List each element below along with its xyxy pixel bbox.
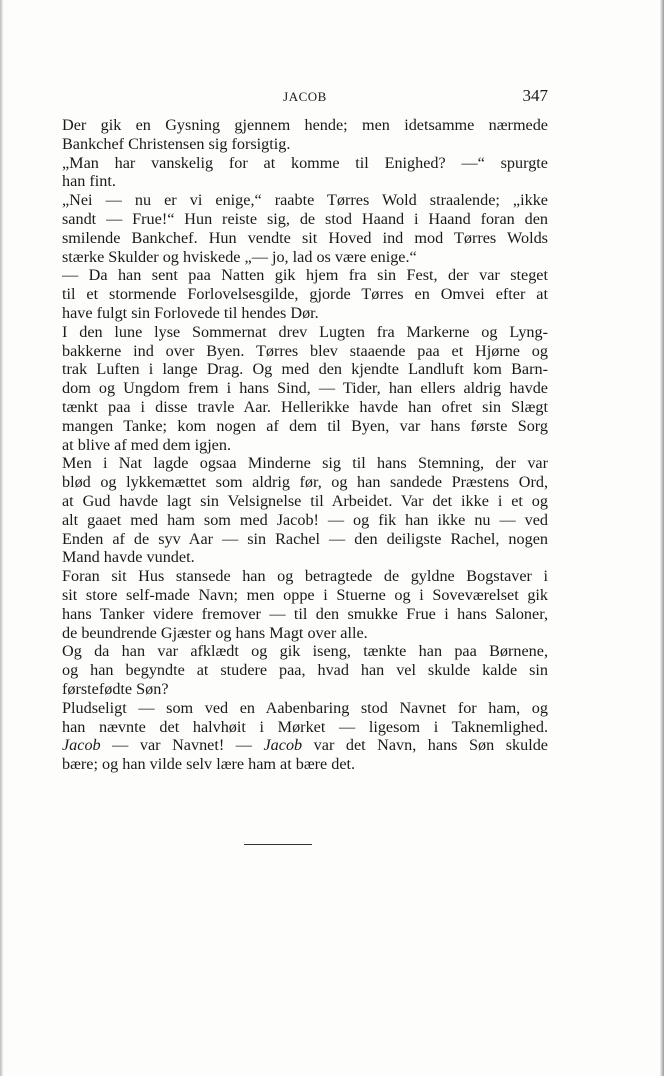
- page-number: 347: [522, 86, 548, 105]
- final-line-text: var det Navn, hans Søn skulde: [302, 736, 548, 755]
- text-line: han fint.: [62, 172, 116, 191]
- text-line: stærke Skulder og hviskede „— jo, lad os være enige.“: [62, 247, 417, 266]
- text-line: smilende Bankchef. Hun vendte sit Hoved ind mod Tørres Wolds: [62, 228, 548, 247]
- text-line: sit store self-made Navn; men oppe i Stuerne og i Soveværelset gik: [62, 585, 548, 604]
- text-line: have fulgt sin Forlovede til hendes Dør.: [62, 303, 319, 322]
- text-line: Men i Nat lagde ogsaa Minderne sig til hans Stemning, der var: [62, 454, 548, 473]
- text-line: I den lune lyse Sommernat drev Lugten fra Markerne og Lyng-: [62, 322, 548, 341]
- text-line: til et stormende Forlovelsesgilde, gjorde Tørres en Omvei efter at: [62, 285, 548, 304]
- text-line: bakkerne ind over Byen. Tørres blev staaende paa et Hjørne og: [62, 341, 548, 360]
- italic-name: Jacob: [62, 736, 101, 755]
- italic-name: Jacob: [263, 736, 303, 755]
- text-line: tænkt paa i disse travle Aar. Hellerikke havde han ofret sin Slægt: [62, 397, 548, 416]
- text-line: dom og Ungdom frem i hans Sind, — Tider, han ellers aldrig havde: [62, 379, 548, 398]
- text-line: de beundrende Gjæster og hans Magt over alle.: [62, 623, 368, 642]
- text-line: Og da han var afklædt og gik iseng, tænkte han paa Børnene,: [62, 642, 548, 661]
- text-line: Enden af de syv Aar — sin Rachel — den deiligste Rachel, nogen: [62, 529, 548, 548]
- final-line-1: [62, 736, 548, 755]
- text-line: førstefødte Søn?: [62, 679, 169, 698]
- body-text: [62, 116, 548, 774]
- text-line: mangen Tanke; kom nogen af dem til Byen, var hans første Sorg: [62, 416, 548, 435]
- text-line: Pludseligt — som ved en Aabenbaring stod Navnet for ham, og: [62, 698, 548, 717]
- text-line: han nævnte det halvhøit i Mørket — ligesom i Taknemlighed.: [62, 717, 548, 736]
- final-line-2: bære; og han vilde selv lære ham at bære det.: [62, 755, 356, 774]
- text-line: Bankchef Christensen sig forsigtig.: [62, 134, 291, 153]
- text-line: hans Tanker videre fremover — til den smukke Frue i hans Saloner,: [62, 604, 548, 623]
- text-line: sandt — Frue!“ Hun reiste sig, de stod Haand i Haand foran den: [62, 209, 548, 228]
- text-line: trak Luften i lange Drag. Og med den kjendte Landluft kom Barn-: [62, 360, 548, 379]
- page-header: [62, 86, 548, 108]
- end-rule: [244, 844, 312, 845]
- text-line: Mand havde vundet.: [62, 548, 195, 567]
- running-title: JACOB: [283, 89, 327, 104]
- text-line: at Gud havde lagt sin Velsignelse til Arbeidet. Var det ikke i et og: [62, 491, 548, 510]
- text-line: Foran sit Hus stansede han og betragtede de gyldne Bogstaver i: [62, 567, 548, 586]
- text-line: „Nei — nu er vi enige,“ raabte Tørres Wold straalende; „ikke: [62, 191, 548, 210]
- text-line: blød og lykkemættet som aldrig før, og han sandede Præstens Ord,: [62, 473, 548, 492]
- page-edge-right: [660, 0, 664, 1076]
- text-line: Der gik en Gysning gjennem hende; men idetsamme nærmede: [62, 116, 548, 134]
- page-edge-left: [0, 0, 3, 1076]
- text-line: alt gaaet med ham som med Jacob! — og fik han ikke nu — ved: [62, 510, 548, 529]
- text-line: og han begyndte at studere paa, hvad han vel skulde kalde sin: [62, 661, 548, 680]
- final-line-text: — var Navnet! —: [100, 736, 264, 755]
- text-line: at blive af med dem igjen.: [62, 435, 232, 454]
- text-line: — Da han sent paa Natten gik hjem fra sin Fest, der var steget: [62, 266, 548, 285]
- text-line: „Man har vanskelig for at komme til Enighed? —“ spurgte: [62, 153, 548, 172]
